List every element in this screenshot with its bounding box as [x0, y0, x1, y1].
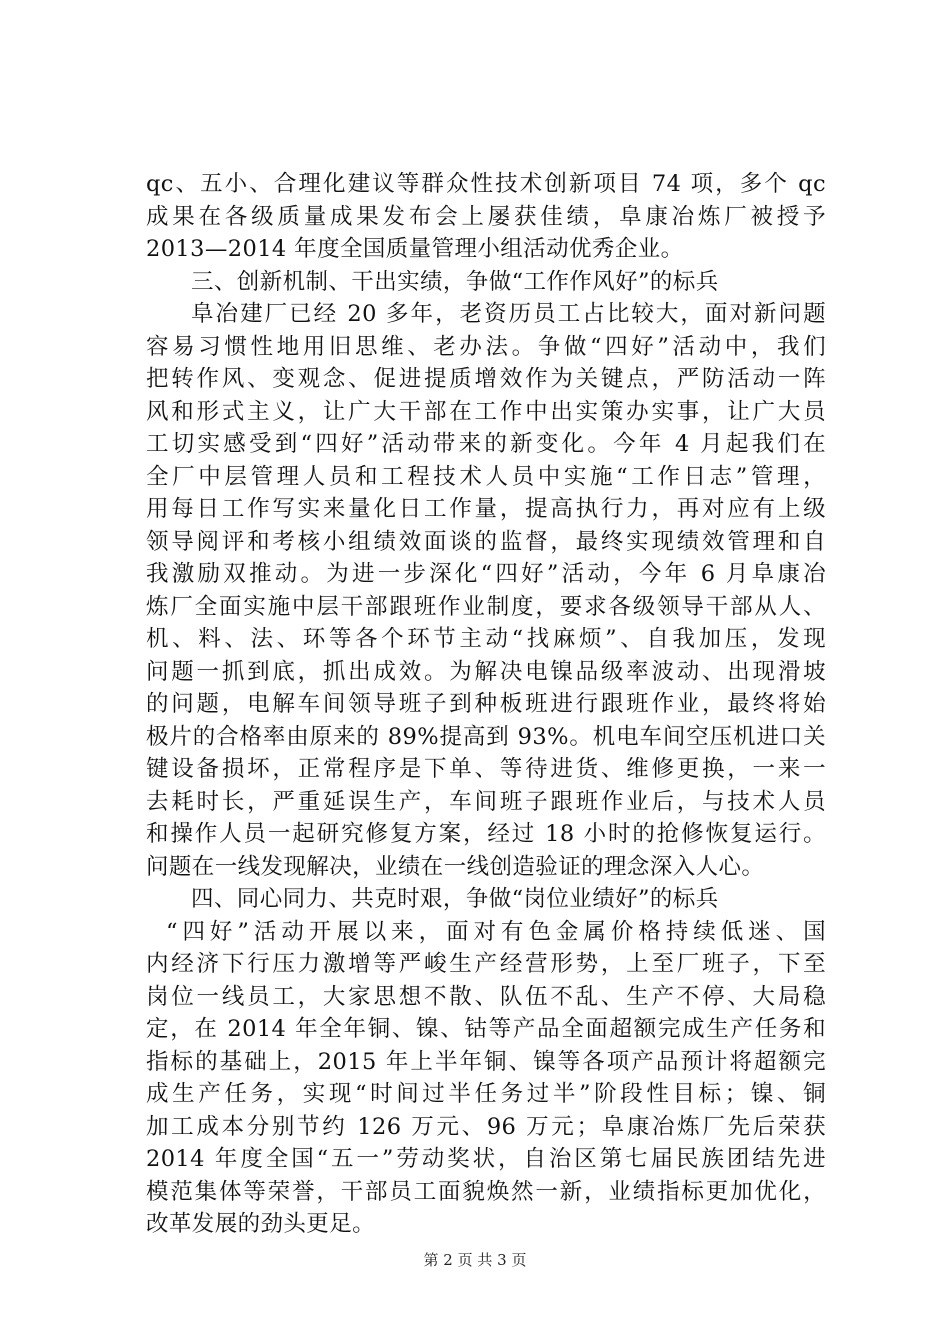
text-line: 的问题，电解车间领导班子到种板班进行跟班作业，最终将始 [146, 691, 826, 717]
text-line: 容易习惯性地用旧思维、老办法。争做“四好”活动中，我们 [146, 333, 826, 360]
text-line: 2013—2014 年度全国质量管理小组活动优秀企业。 [146, 236, 684, 262]
text-line: 风和形式主义，让广大干部在工作中出实策办实事，让广大员 [146, 398, 826, 425]
text-line: 定，在 2014 年全年铜、镍、钴等产品全面超额完成生产任务和 [146, 1016, 826, 1042]
text-line: 成果在各级质量成果发布会上屡获佳绩，阜康冶炼厂被授予 [146, 203, 826, 230]
text-line: 改革发展的劲头更足。 [146, 1211, 376, 1237]
text-line: 问题一抓到底，抓出成效。为解决电镍品级率波动、出现滑坡 [146, 658, 826, 685]
text-line: 和操作人员一起研究修复方案，经过 18 小时的抢修恢复运行。 [146, 821, 826, 847]
section-heading-3: 三、创新机制、干出实绩，争做“工作作风好”的标兵 [191, 268, 719, 295]
section-heading-4: 四、同心同力、共克时艰，争做“岗位业绩好”的标兵 [191, 886, 719, 912]
text-line: 工切实感受到“四好”活动带来的新变化。今年 4 月起我们在 [146, 431, 826, 457]
text-line: 指标的基础上，2015 年上半年铜、镍等各项产品预计将超额完 [146, 1048, 826, 1075]
text-line: 机、料、法、环等各个环节主动“找麻烦”、自我加压，发现 [146, 626, 826, 652]
text-line: 用每日工作写实来量化日工作量，提高执行力，再对应有上级 [146, 496, 826, 522]
text-line: qc、五小、合理化建议等群众性技术创新项目 74 项，多个 qc [146, 171, 826, 197]
text-line: 内经济下行压力激增等严峻生产经营形势，上至厂班子，下至 [146, 951, 826, 977]
text-line: 2014 年度全国“五一”劳动奖状，自治区第七届民族团结先进 [146, 1146, 826, 1172]
text-line: 领导阅评和考核小组绩效面谈的监督，最终实现绩效管理和自 [146, 528, 826, 555]
text-line: 成生产任务，实现“时间过半任务过半”阶段性目标；镍、铜 [146, 1081, 826, 1107]
page-indicator: 第 2 页 共 3 页 [423, 1251, 527, 1269]
text-line: 问题在一线发现解决，业绩在一线创造验证的理念深入人心。 [146, 853, 765, 880]
page-footer [0, 1250, 950, 1270]
text-line: 全厂中层管理人员和工程技术人员中实施“工作日志”管理， [146, 463, 826, 490]
text-line: 键设备损坏，正常程序是下单、等待进货、维修更换，一来一 [146, 756, 826, 782]
text-line: 加工成本分别节约 126 万元、96 万元；阜康冶炼厂先后荣获 [146, 1113, 826, 1140]
text-line: “四好”活动开展以来，面对有色金属价格持续低迷、国 [166, 918, 826, 945]
text-line: 把转作风、变观念、促进提质增效作为关键点，严防活动一阵 [146, 366, 826, 392]
text-line: 我激励双推动。为进一步深化“四好”活动，今年 6 月阜康冶 [146, 561, 826, 587]
text-line: 极片的合格率由原来的 89%提高到 93%。机电车间空压机进口关 [146, 723, 826, 750]
text-line: 去耗时长，严重延误生产，车间班子跟班作业后，与技术人员 [146, 788, 826, 815]
text-line: 模范集体等荣誉，干部员工面貌焕然一新，业绩指标更加优化， [146, 1178, 826, 1205]
body-text [146, 168, 826, 1241]
text-line: 阜冶建厂已经 20 多年，老资历员工占比较大，面对新问题 [191, 301, 826, 327]
text-line: 岗位一线员工，大家思想不散、队伍不乱、生产不停、大局稳 [146, 983, 826, 1010]
text-line: 炼厂全面实施中层干部跟班作业制度，要求各级领导干部从人、 [146, 593, 826, 620]
